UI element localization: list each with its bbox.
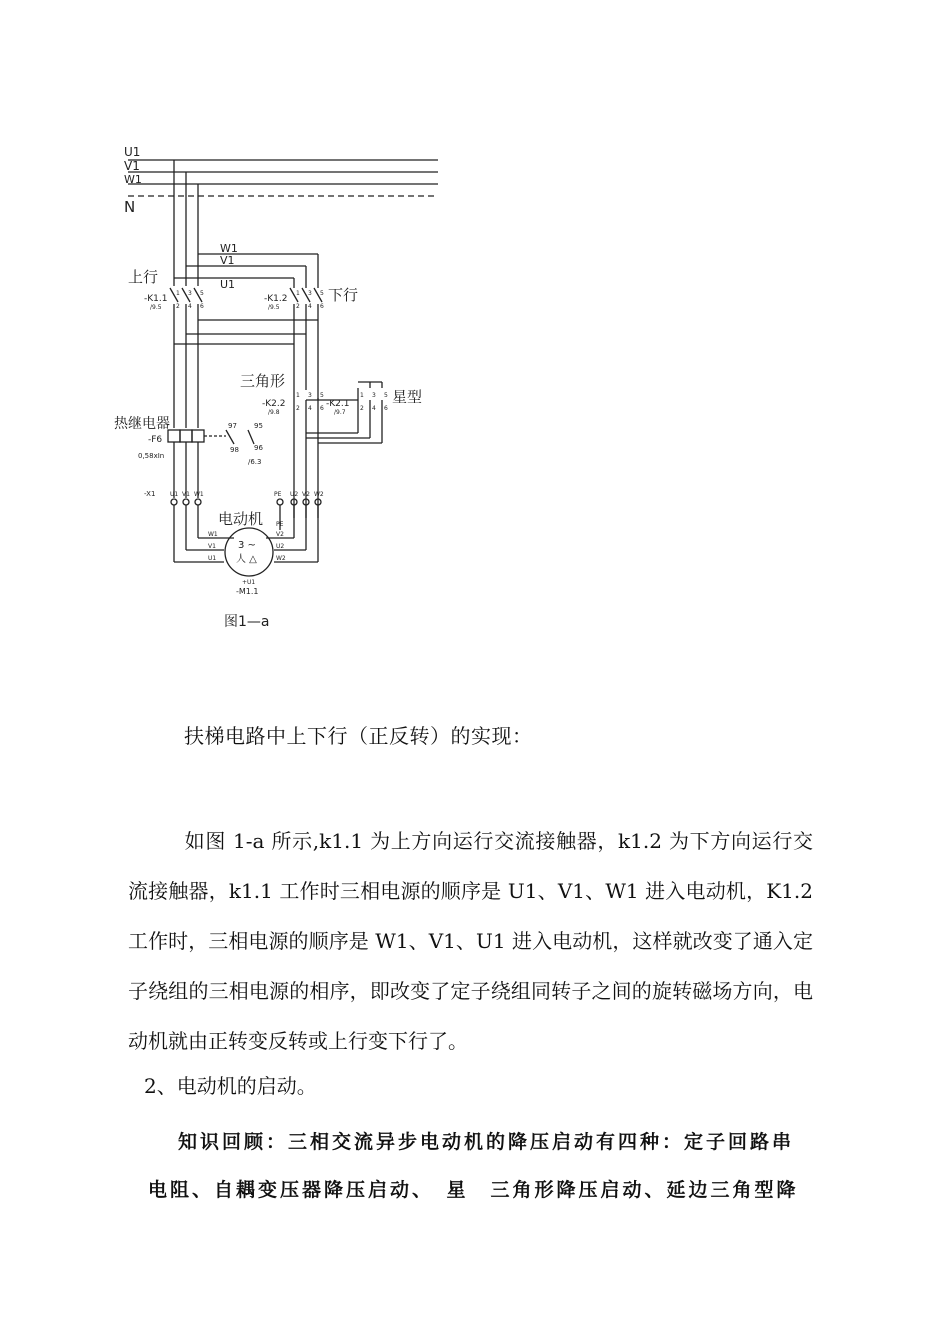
- pin-number-top: 3: [308, 290, 312, 297]
- k12-label: -K1.2: [264, 294, 288, 304]
- pin-number-top: 1: [296, 392, 300, 399]
- k11-label: -K1.1: [144, 294, 168, 304]
- relay-contact-ref: /6.3: [248, 458, 262, 466]
- motor-pe: PE: [276, 521, 284, 528]
- k22-label: -K2.2: [262, 399, 286, 409]
- k21-label: -K2.1: [326, 399, 350, 409]
- pin-number-bottom: 4: [308, 405, 312, 412]
- pin-number-bottom: 4: [372, 405, 376, 412]
- label-delta: 三角形: [240, 372, 286, 390]
- pin-number-bottom: 2: [296, 303, 300, 310]
- pin-number-bottom: 2: [176, 303, 180, 310]
- k22-sub: /9.8: [268, 409, 280, 416]
- pin-number-bottom: 4: [188, 303, 192, 310]
- f6-sub: 0,58xIn: [138, 452, 165, 460]
- motor-tag-2: -M1.1: [236, 587, 259, 596]
- pin-number-top: 5: [320, 290, 324, 297]
- motor-tag-1: +U1: [242, 579, 256, 586]
- motor-u2: U2: [276, 543, 285, 550]
- motor-w2: W2: [276, 555, 286, 562]
- pin-number-top: 1: [360, 392, 364, 399]
- body-paragraph-text: 如图 1-a 所示,k1.1 为上方向运行交流接触器，k1.2 为下方向运行交流接触器，k1.1 工作时三相电源的顺序是 U1、V1、W1 进入电动机，K1.2 工作时，三相电源的顺序是 W1、V1、U1 进入电动机，这样就改变了通入定子绕组的三相电源的相序，即改变了定子绕组同转子之间的旋转磁场方向，电动机就由正转变反转或上行变下行了。: [128, 829, 813, 1053]
- pin-number-top: 5: [320, 392, 324, 399]
- f6-label: -F6: [148, 435, 163, 445]
- terminal-pe: PE: [274, 491, 282, 498]
- pin-number-top: 5: [200, 290, 204, 297]
- terminal-v2: V2: [302, 491, 310, 498]
- feed-label-w1: W1: [220, 242, 238, 255]
- pin-number-bottom: 6: [320, 405, 324, 412]
- bus-label-n: N: [124, 198, 136, 216]
- pin-number-bottom: 6: [384, 405, 388, 412]
- label-star: 星型: [392, 388, 423, 406]
- label-relay: 热继电器: [114, 416, 170, 432]
- pin-number-bottom: 4: [308, 303, 312, 310]
- motor-symbol-bottom: 人 △: [236, 554, 257, 565]
- terminal-w1: W1: [194, 491, 204, 498]
- motor-u1: U1: [208, 555, 217, 562]
- knowledge-recall: [148, 1118, 808, 1214]
- pin-number-bottom: 2: [360, 405, 364, 412]
- relay-contact-95: 95: [254, 422, 263, 430]
- relay-contact-97: 97: [228, 422, 237, 430]
- bus-label-w1: W1: [124, 173, 142, 186]
- terminal-u1: U1: [170, 491, 179, 498]
- pin-number-top: 3: [372, 392, 376, 399]
- pin-number-top: 1: [296, 290, 300, 297]
- k12-sub: /9.5: [268, 304, 280, 311]
- pin-number-top: 3: [308, 392, 312, 399]
- k11-sub: /9.5: [150, 304, 162, 311]
- pin-number-top: 5: [384, 392, 388, 399]
- section-heading: 扶梯电路中上下行（正反转）的实现：: [184, 724, 533, 748]
- motor-v1: V1: [208, 543, 216, 550]
- motor-v2: V2: [276, 531, 284, 538]
- bus-label-u1: U1: [124, 145, 141, 159]
- pin-number-top: 3: [188, 290, 192, 297]
- section-title: 2、电动机的启动。: [144, 1074, 317, 1098]
- circuit-diagram: [108, 138, 453, 638]
- terminal-w2: W2: [314, 491, 324, 498]
- pin-number-bottom: 2: [296, 405, 300, 412]
- knowledge-recall-text: 知识回顾：三相交流异步电动机的降压启动有四种：定子回路串电阻、自耦变压器降压启动、 星 三角形降压启动、延边三角型降: [148, 1131, 799, 1201]
- x1-label: -X1: [144, 490, 156, 498]
- figure-caption: 图1—a: [224, 614, 270, 630]
- relay-contact-98: 98: [230, 446, 239, 454]
- body-paragraph: [128, 816, 813, 1066]
- terminal-u2: U2: [290, 491, 299, 498]
- relay-contact-96: 96: [254, 444, 263, 452]
- pin-number-bottom: 6: [200, 303, 204, 310]
- label-down: 下行: [328, 286, 359, 304]
- bus-label-v1: V1: [124, 159, 140, 173]
- pin-number-bottom: 6: [320, 303, 324, 310]
- feed-label-v1: V1: [220, 254, 235, 267]
- terminal-v1: V1: [182, 491, 190, 498]
- pin-number-top: 1: [176, 290, 180, 297]
- k21-sub: /9.7: [334, 409, 346, 416]
- feed-label-u1: U1: [220, 278, 236, 291]
- motor-symbol-top: 3 ~: [238, 540, 256, 551]
- motor-w1: W1: [208, 531, 218, 538]
- label-motor: 电动机: [218, 510, 264, 528]
- label-up: 上行: [128, 268, 159, 286]
